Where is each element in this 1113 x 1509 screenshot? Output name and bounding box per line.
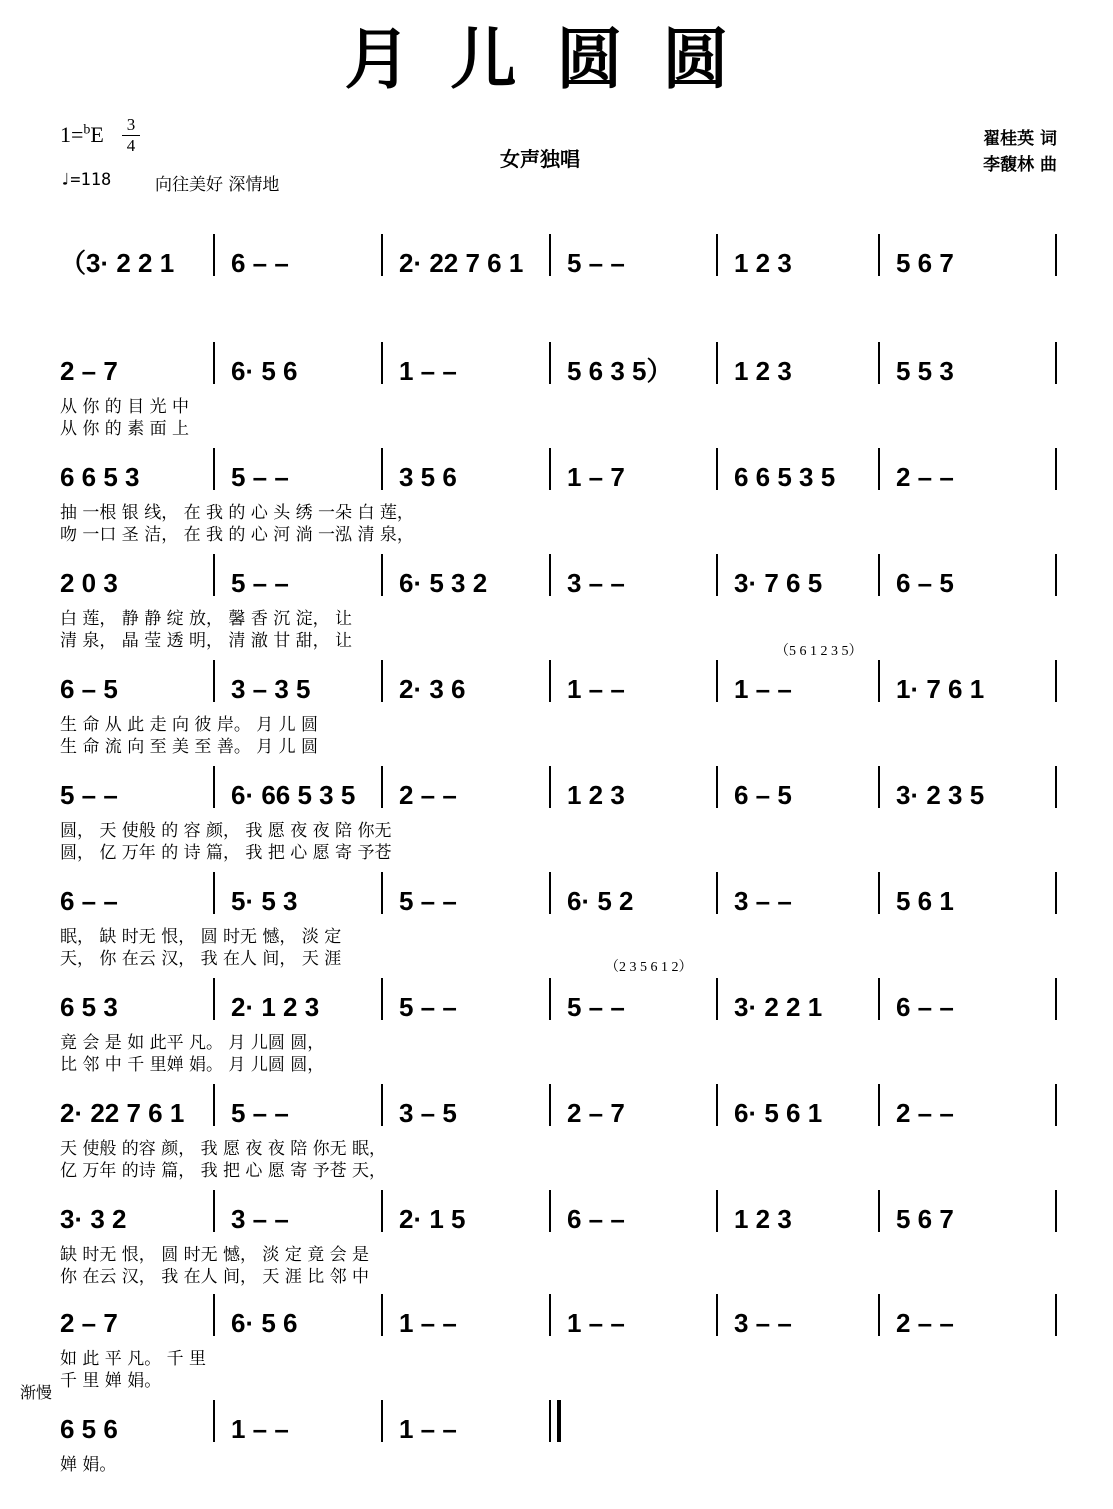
bar-line — [1055, 660, 1057, 702]
measure-notes: 3 – – — [231, 1204, 289, 1234]
lyricist-credit: 翟桂英 词 — [983, 129, 1057, 149]
measure-notes: 6 – 5 — [60, 674, 118, 704]
measure-notes: 6 6 5 3 5 — [734, 462, 836, 492]
score-row — [0, 1398, 1113, 1502]
measure-notes: 2 – 7 — [567, 1098, 625, 1128]
bar-line — [213, 1400, 215, 1442]
bar-line — [213, 766, 215, 808]
tempo-value: =118 — [70, 170, 112, 190]
bar-line — [878, 766, 880, 808]
bar-line — [213, 1190, 215, 1232]
bar-line — [1055, 234, 1057, 276]
bar-line — [381, 1400, 383, 1442]
bar-line — [381, 872, 383, 914]
measure-notes: 1 – – — [567, 674, 625, 704]
bar-line — [381, 978, 383, 1020]
bar-line — [878, 872, 880, 914]
measure-notes: 2 – 7 — [60, 1308, 118, 1338]
lyric-line: 婵 娟。 — [60, 1455, 117, 1475]
measure-notes: 5 – – — [399, 886, 457, 916]
score-row — [0, 446, 1113, 550]
bar-line — [549, 872, 551, 914]
voice-type: 女声独唱 — [500, 147, 580, 171]
measure-notes: 6 – – — [896, 992, 954, 1022]
bar-line — [878, 1190, 880, 1232]
final-bar-line — [557, 1400, 561, 1442]
bar-line — [213, 660, 215, 702]
lyric-line: 亿 万年 的诗 篇， 我 把 心 愿 寄 予苍 天， — [60, 1161, 387, 1181]
measure-notes: 6· 66 5 3 5 — [231, 780, 356, 810]
bar-line — [716, 342, 718, 384]
measure-notes: 3 – 3 5 — [231, 674, 311, 704]
measure-notes: 5 – – — [567, 992, 625, 1022]
bar-line — [549, 978, 551, 1020]
lyric-line: 千 里 婵 娟。 — [60, 1371, 162, 1391]
bar-line — [878, 660, 880, 702]
lyric-line: 生 命 流 向 至 美 至 善。 月 儿 圆 — [60, 737, 319, 757]
measure-notes: 3 – – — [734, 886, 792, 916]
measure-notes: 5 6 3 5） — [567, 356, 673, 386]
measure-notes: 1 – 7 — [567, 462, 625, 492]
key-prefix: 1= — [60, 122, 84, 147]
measure-notes: 6 6 5 3 — [60, 462, 140, 492]
bar-line — [549, 554, 551, 596]
score-row — [0, 658, 1113, 762]
bar-line — [549, 1400, 551, 1442]
lyric-line: 如 此 平 凡。 千 里 — [60, 1349, 207, 1369]
measure-notes: 2 – – — [896, 1098, 954, 1128]
bar-line — [1055, 342, 1057, 384]
score-row — [0, 552, 1113, 656]
lyric-line: 白 莲， 静 静 绽 放， 馨 香 沉 淀， 让 — [60, 609, 353, 629]
bar-line — [1055, 1294, 1057, 1336]
lyric-line: 抽 一根 银 线， 在 我 的 心 头 绣 一朵 白 莲， — [60, 503, 414, 523]
ossia-1: （5 6 1 2 3 5） — [775, 644, 863, 659]
key-flat: b — [83, 122, 91, 138]
lyric-line: 圆， 亿 万年 的 诗 篇， 我 把 心 愿 寄 予苍 — [60, 843, 392, 863]
measure-notes: 1 – – — [399, 1308, 457, 1338]
bar-line — [213, 554, 215, 596]
measure-notes: 5 – – — [231, 568, 289, 598]
bar-line — [878, 448, 880, 490]
measure-notes: 6 – 5 — [896, 568, 954, 598]
bar-line — [716, 448, 718, 490]
bar-line — [381, 1084, 383, 1126]
lyric-line: 眠， 缺 时无 恨， 圆 时无 憾， 淡 定 — [60, 927, 342, 947]
bar-line — [213, 342, 215, 384]
score-row — [0, 340, 1113, 444]
measure-notes: 2 – – — [896, 462, 954, 492]
bar-line — [1055, 1190, 1057, 1232]
tempo-marking — [60, 170, 111, 190]
measure-notes: 5· 5 3 — [231, 886, 298, 916]
measure-notes: 2· 3 6 — [399, 674, 466, 704]
measure-notes: 3 – – — [734, 1308, 792, 1338]
measure-notes: 1 2 3 — [734, 356, 792, 386]
bar-line — [381, 554, 383, 596]
measure-notes: 5 – – — [60, 780, 118, 810]
measure-notes: 3· 3 2 — [60, 1204, 127, 1234]
lyric-line: 吻 一口 圣 洁， 在 我 的 心 河 淌 一泓 清 泉， — [60, 525, 414, 545]
bar-line — [381, 1294, 383, 1336]
measure-notes: 6 – – — [567, 1204, 625, 1234]
measure-notes: 3· 2 2 1 — [734, 992, 823, 1022]
measure-notes: 3 – 5 — [399, 1098, 457, 1128]
lyric-line: 你 在云 汉， 我 在人 间， 天 涯 比 邻 中 — [60, 1267, 370, 1287]
bar-line — [549, 766, 551, 808]
measure-notes: 2 – – — [896, 1308, 954, 1338]
measure-notes: 1 – – — [231, 1414, 289, 1444]
score-row — [0, 764, 1113, 868]
score-row — [0, 232, 1113, 336]
measure-notes: 6· 5 6 — [231, 1308, 298, 1338]
bar-line — [381, 342, 383, 384]
bar-line — [878, 1294, 880, 1336]
bar-line — [549, 1294, 551, 1336]
measure-notes: 2· 1 5 — [399, 1204, 466, 1234]
measure-notes: 5 6 1 — [896, 886, 954, 916]
measure-notes: 5 – – — [231, 462, 289, 492]
measure-notes: 1 2 3 — [734, 248, 792, 278]
measure-notes: 5 5 3 — [896, 356, 954, 386]
bar-line — [716, 554, 718, 596]
bar-line — [549, 660, 551, 702]
measure-notes: 6 – – — [60, 886, 118, 916]
lyric-line: 比 邻 中 千 里婵 娟。 月 儿圆 圆， — [60, 1055, 325, 1075]
lyric-line: 圆， 天 使般 的 容 颜， 我 愿 夜 夜 陪 你无 — [60, 821, 392, 841]
measure-notes: 5 – – — [567, 248, 625, 278]
score-row — [0, 1082, 1113, 1186]
bar-line — [716, 234, 718, 276]
measure-notes: 2 – – — [399, 780, 457, 810]
bar-line — [878, 978, 880, 1020]
bar-line — [716, 872, 718, 914]
measure-notes: 1 2 3 — [567, 780, 625, 810]
measure-notes: 6 – 5 — [734, 780, 792, 810]
bar-line — [549, 342, 551, 384]
measure-notes: 3· 2 3 5 — [896, 780, 985, 810]
measure-notes: 5 – – — [399, 992, 457, 1022]
bar-line — [1055, 978, 1057, 1020]
lyric-line: 清 泉， 晶 莹 透 明， 清 澈 甘 甜， 让 — [60, 631, 353, 651]
bar-line — [381, 766, 383, 808]
tempo-change: 渐慢 — [20, 1383, 53, 1402]
bar-line — [1055, 448, 1057, 490]
measure-notes: 6 – – — [231, 248, 289, 278]
bar-line — [381, 234, 383, 276]
bar-line — [549, 1084, 551, 1126]
measure-notes: 3 5 6 — [399, 462, 457, 492]
bar-line — [213, 978, 215, 1020]
song-title: 月儿圆圆 — [344, 20, 769, 98]
measure-notes: 5 – – — [231, 1098, 289, 1128]
bar-line — [213, 1294, 215, 1336]
measure-notes: 2· 1 2 3 — [231, 992, 320, 1022]
bar-line — [213, 1084, 215, 1126]
bar-line — [549, 1190, 551, 1232]
bar-line — [716, 766, 718, 808]
measure-notes: 2 0 3 — [60, 568, 118, 598]
bar-line — [381, 660, 383, 702]
measure-notes: 1· 7 6 1 — [896, 674, 985, 704]
measure-notes: （3· 2 2 1 — [60, 248, 175, 278]
bar-line — [716, 1190, 718, 1232]
bar-line — [1055, 766, 1057, 808]
lyric-line: 从 你 的 目 光 中 — [60, 397, 190, 417]
bar-line — [716, 1294, 718, 1336]
bar-line — [716, 1084, 718, 1126]
bar-line — [1055, 1084, 1057, 1126]
measure-notes: 3 – – — [567, 568, 625, 598]
lyric-line: 天， 你 在云 汉， 我 在人 间， 天 涯 — [60, 949, 342, 969]
score-row — [0, 1188, 1113, 1292]
bar-line — [213, 234, 215, 276]
bar-line — [549, 448, 551, 490]
lyric-line: 缺 时无 恨， 圆 时无 憾， 淡 定 竟 会 是 — [60, 1245, 370, 1265]
lyric-line: 竟 会 是 如 此平 凡。 月 儿圆 圆， — [60, 1033, 325, 1053]
score-row — [0, 870, 1113, 974]
bar-line — [213, 872, 215, 914]
bar-line — [716, 660, 718, 702]
measure-notes: 5 6 7 — [896, 1204, 954, 1234]
bar-line — [878, 342, 880, 384]
bar-line — [716, 978, 718, 1020]
key-letter: E — [90, 122, 104, 147]
lyric-line: 天 使般 的容 颜， 我 愿 夜 夜 陪 你无 眠， — [60, 1139, 387, 1159]
meter-bottom: 4 — [126, 136, 136, 155]
measure-notes: 6 5 3 — [60, 992, 118, 1022]
meter-top: 3 — [126, 115, 136, 134]
measure-notes: 1 – – — [734, 674, 792, 704]
measure-notes: 1 – – — [399, 356, 457, 386]
measure-notes: 1 – – — [567, 1308, 625, 1338]
quarter-note-icon: ♩ — [60, 170, 71, 190]
bar-line — [878, 554, 880, 596]
measure-notes: 5 6 7 — [896, 248, 954, 278]
measure-notes: 6 5 6 — [60, 1414, 118, 1444]
bar-line — [1055, 554, 1057, 596]
bar-line — [878, 1084, 880, 1126]
measure-notes: 6· 5 6 1 — [734, 1098, 823, 1128]
measure-notes: 2 – 7 — [60, 356, 118, 386]
measure-notes: 6· 5 3 2 — [399, 568, 488, 598]
composer-credit: 李馥林 曲 — [983, 155, 1057, 175]
score-row — [0, 976, 1113, 1080]
lyric-line: 从 你 的 素 面 上 — [60, 419, 190, 439]
measure-notes: 6· 5 6 — [231, 356, 298, 386]
bar-line — [1055, 872, 1057, 914]
measure-notes: 2· 22 7 6 1 — [399, 248, 524, 278]
bar-line — [549, 234, 551, 276]
measure-notes: 1 – – — [399, 1414, 457, 1444]
score-row — [0, 1292, 1113, 1396]
lyric-line: 生 命 从 此 走 向 彼 岸。 月 儿 圆 — [60, 715, 319, 735]
bar-line — [213, 448, 215, 490]
expression-marking: 向往美好 深情地 — [155, 175, 280, 195]
measure-notes: 1 2 3 — [734, 1204, 792, 1234]
ossia-2: （2 3 5 6 1 2） — [605, 960, 693, 975]
measure-notes: 2· 22 7 6 1 — [60, 1098, 185, 1128]
bar-line — [381, 448, 383, 490]
measure-notes: 3· 7 6 5 — [734, 568, 823, 598]
bar-line — [381, 1190, 383, 1232]
measure-notes: 6· 5 2 — [567, 886, 634, 916]
bar-line — [878, 234, 880, 276]
